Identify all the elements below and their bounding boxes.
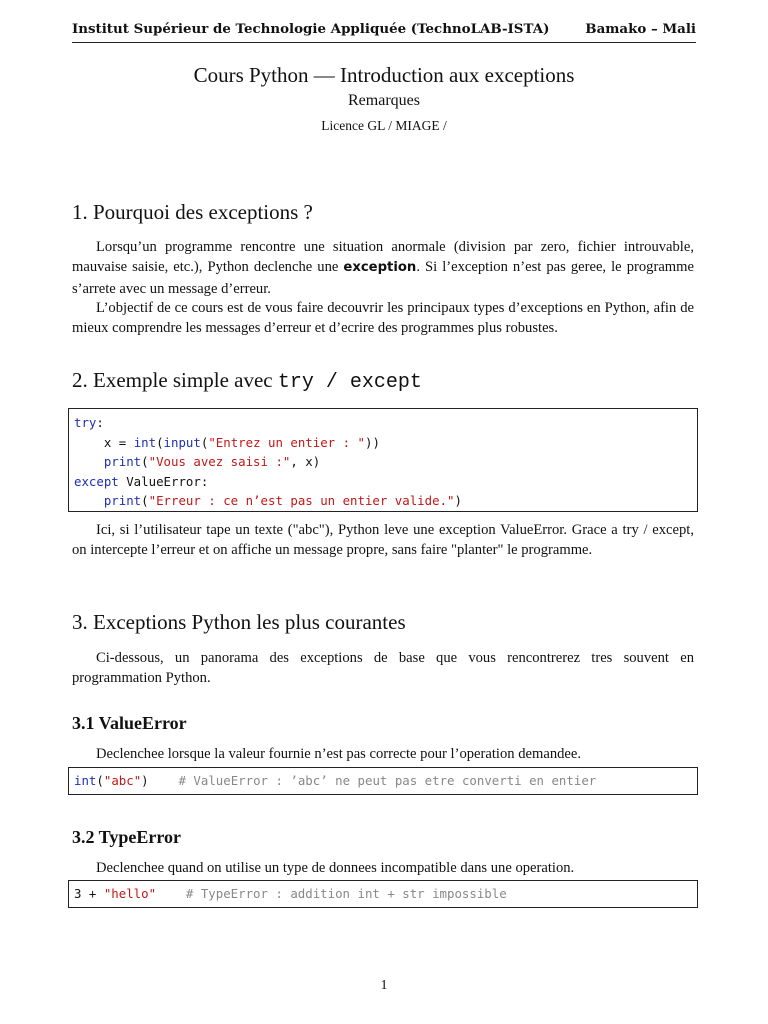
code-token: ( — [96, 773, 104, 788]
code-comment: # ValueError : ’abc’ ne peut pas etre converti en entier — [178, 773, 597, 788]
code-token: ) — [141, 773, 149, 788]
s1p1-after: . Si l’exception n’est pas geree, le programme s’arrete avec un message d’erreur. — [72, 259, 694, 297]
subsection-3-1-heading: 3.1 ValueError — [72, 713, 187, 733]
page-number: 1 — [380, 978, 388, 993]
code-token: ValueError: — [118, 473, 209, 489]
code-token: "Entrez un entier : " — [208, 434, 365, 450]
title-block — [72, 62, 696, 136]
code-token: "abc" — [103, 773, 142, 788]
code-token: int — [74, 773, 97, 788]
document-license: Licence GL / MIAGE / — [321, 118, 447, 133]
section-2-paragraph: Ici, si l’utilisateur tape un texte ("abc"), Python leve une exception ValueError. Grace a try / except, on intercepte l’erreur et on affiche un message propre, sans faire "planter" le programme. — [72, 522, 694, 559]
code-token: "hello" — [103, 886, 157, 901]
code-comment: # TypeError : addition int + str impossible — [185, 886, 507, 901]
code-token: ) — [454, 493, 462, 509]
subsection-3-2-heading: 3.2 TypeError — [72, 827, 181, 847]
code-token: ( — [141, 454, 149, 470]
code-token: 3 + — [74, 886, 104, 901]
document-subtitle: Remarques — [348, 92, 420, 109]
code-token: ( — [141, 493, 149, 509]
section-1-heading: 1. Pourquoi des exceptions ? — [72, 200, 313, 224]
section-2-heading-code: try / except — [277, 371, 422, 394]
section-2-heading-text: 2. Exemple simple avec — [72, 368, 278, 392]
code-block-try-except — [68, 408, 698, 512]
code-token: ( — [156, 434, 164, 450]
header-rule — [72, 42, 696, 43]
subsection-3-1-paragraph: Declenchee lorsque la valeur fournie n’est pas correcte pour l’operation demandee. — [96, 746, 582, 762]
code-token: "Erreur : ce n’est pas un entier valide." — [148, 493, 455, 509]
s1p1-before: Lorsqu’un programme rencontre une situation anormale (division par zero, fichier introuvable, mauvaise saisie, etc.), Python declenche une — [72, 239, 694, 276]
code-token: try — [74, 415, 97, 430]
code-token: , x) — [290, 454, 321, 470]
code-block-typeerror — [68, 880, 698, 908]
s1p1-keyword: exception — [343, 260, 417, 276]
code-token: input — [163, 434, 201, 450]
section-2-heading — [72, 367, 422, 396]
code-token: : — [96, 415, 104, 430]
running-header — [72, 21, 696, 37]
code-token: )) — [364, 434, 380, 450]
code-block-valueerror — [68, 767, 698, 795]
code-token: except — [74, 473, 119, 489]
section-3-heading: 3. Exceptions Python les plus courantes — [72, 610, 406, 634]
code-token: ( — [200, 434, 209, 450]
code-token: x = — [74, 434, 134, 450]
document-title: Cours Python — Introduction aux exceptions — [193, 63, 575, 87]
header-location: Bamako – Mali — [585, 21, 696, 37]
code-token: int — [133, 434, 157, 450]
section-1-paragraph-2: L’objectif de ce cours est de vous faire decouvrir les principaux types d’exceptions en Python, afin de mieux comprendre les messages d’erreur et d’ecrire des programmes plus robustes. — [72, 300, 694, 337]
code-token: print — [103, 493, 142, 509]
section-1-paragraph-1 — [72, 237, 694, 299]
header-institution: Institut Supérieur de Technologie Appliquée (TechnoLAB-ISTA) — [72, 21, 550, 37]
code-token: "Vous avez saisi :" — [148, 454, 291, 470]
section-3-intro: Ci-dessous, un panorama des exceptions de base que vous rencontrerez tres souvent en programmation Python. — [72, 650, 694, 687]
code-token: print — [103, 454, 142, 470]
subsection-3-2-paragraph: Declenchee quand on utilise un type de donnees incompatible dans une operation. — [96, 860, 575, 876]
